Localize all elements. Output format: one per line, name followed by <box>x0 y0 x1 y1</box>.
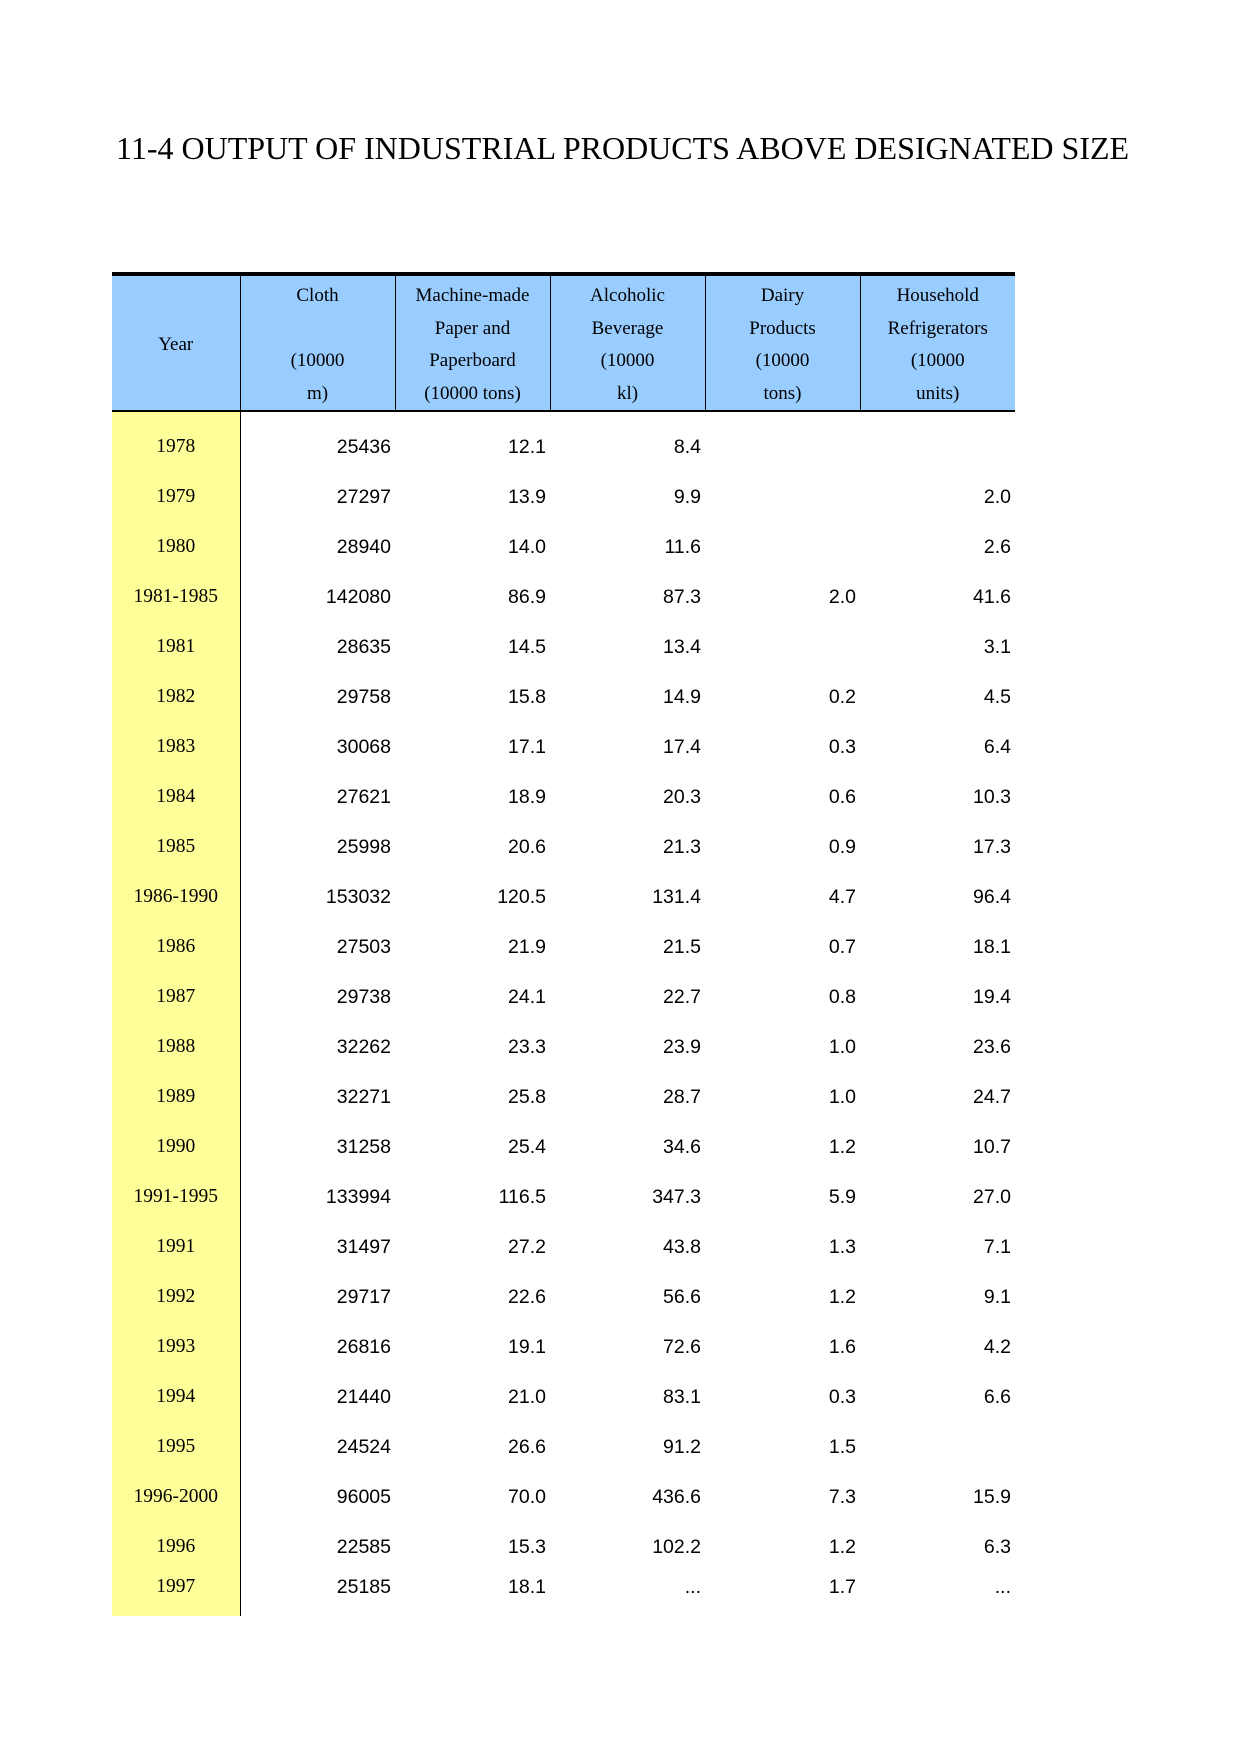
paper-cell: 19.1 <box>508 1335 546 1358</box>
alcohol-cell: 91.2 <box>663 1435 701 1458</box>
fridge-cell: 17.3 <box>973 835 1011 858</box>
year-cell: 1981-1985 <box>112 572 240 622</box>
table-row <box>112 622 1015 672</box>
year-cell: 1985 <box>112 822 240 872</box>
alcohol-cell: 34.6 <box>663 1135 701 1158</box>
alcohol-cell: 43.8 <box>663 1235 701 1258</box>
spacer-cell <box>860 411 1015 422</box>
dairy-cell: 0.3 <box>828 1385 856 1408</box>
alcohol-cell: 11.6 <box>664 535 701 558</box>
table-row <box>112 1222 1015 1272</box>
cloth-cell: 31497 <box>336 1235 391 1258</box>
year-cell: 1982 <box>112 672 240 722</box>
table-row <box>112 822 1015 872</box>
alcohol-cell: 21.3 <box>663 835 701 858</box>
year-cell: 1991-1995 <box>112 1172 240 1222</box>
cloth-cell: 22585 <box>336 1535 391 1558</box>
dairy-cell: 1.2 <box>828 1285 856 1308</box>
spacer-cell <box>705 411 860 422</box>
cloth-cell: 25185 <box>336 1576 391 1598</box>
alcohol-cell: 13.4 <box>663 635 701 658</box>
fridge-cell: 9.1 <box>983 1285 1011 1308</box>
fridge-cell: 10.3 <box>973 785 1011 808</box>
paper-cell: 116.5 <box>498 1185 546 1208</box>
table-row <box>112 572 1015 622</box>
cloth-cell: 153032 <box>325 885 391 908</box>
data-table-container <box>112 272 1015 1616</box>
dairy-cell: 0.6 <box>828 785 856 808</box>
alcohol-cell: 9.9 <box>673 485 701 508</box>
table-body <box>112 411 1015 1616</box>
cloth-cell: 21440 <box>336 1385 391 1408</box>
table-row <box>112 772 1015 822</box>
paper-cell: 15.3 <box>508 1535 546 1558</box>
year-cell: 1986-1990 <box>112 872 240 922</box>
alcohol-cell: 83.1 <box>663 1385 701 1408</box>
year-cell: 1983 <box>112 722 240 772</box>
table-row <box>112 1172 1015 1222</box>
spacer-cell <box>395 411 550 422</box>
fridge-cell: 15.9 <box>973 1485 1011 1508</box>
spacer-cell <box>550 411 705 422</box>
year-cell: 1988 <box>112 1022 240 1072</box>
table-row <box>112 972 1015 1022</box>
table-row <box>112 872 1015 922</box>
paper-cell: 21.9 <box>508 935 546 958</box>
cloth-cell: 26816 <box>336 1335 391 1358</box>
paper-cell: 15.8 <box>508 685 546 708</box>
column-header-cloth: Cloth (10000 m) <box>240 274 395 411</box>
year-cell: 1978 <box>112 422 240 472</box>
dairy-cell <box>705 522 860 572</box>
table-row <box>112 422 1015 472</box>
spacer-cell <box>240 411 395 422</box>
fridge-cell <box>860 1422 1015 1472</box>
alcohol-cell: 22.7 <box>663 985 701 1008</box>
paper-cell: 21.0 <box>508 1385 546 1408</box>
dairy-cell: 0.8 <box>828 985 856 1008</box>
cloth-cell: 27297 <box>336 485 391 508</box>
dairy-cell: 1.3 <box>828 1235 856 1258</box>
paper-cell: 86.9 <box>508 585 546 608</box>
alcohol-cell: ... <box>684 1576 701 1598</box>
fridge-cell: 27.0 <box>973 1185 1011 1208</box>
paper-cell: 13.9 <box>508 485 546 508</box>
alcohol-cell: 436.6 <box>652 1485 701 1508</box>
year-cell: 1986 <box>112 922 240 972</box>
table-row <box>112 672 1015 722</box>
output-table <box>112 272 1015 1616</box>
paper-cell: 17.1 <box>508 735 546 758</box>
table-row <box>112 722 1015 772</box>
fridge-cell: 4.2 <box>983 1335 1011 1358</box>
table-row <box>112 1272 1015 1322</box>
cloth-cell: 142080 <box>325 585 391 608</box>
paper-cell: 24.1 <box>508 985 546 1008</box>
paper-cell: 26.6 <box>508 1435 546 1458</box>
fridge-cell: 3.1 <box>983 635 1011 658</box>
cloth-cell: 96005 <box>336 1485 391 1508</box>
dairy-cell: 0.7 <box>828 935 856 958</box>
fridge-cell: 7.1 <box>983 1235 1011 1258</box>
dairy-cell: 7.3 <box>828 1485 856 1508</box>
page-title: 11-4 OUTPUT OF INDUSTRIAL PRODUCTS ABOVE DESIGNATED SIZE <box>116 130 1130 166</box>
year-cell: 1996 <box>112 1522 240 1572</box>
cloth-cell: 29758 <box>336 685 391 708</box>
column-header-year: Year <box>112 274 240 411</box>
alcohol-cell: 23.9 <box>663 1035 701 1058</box>
alcohol-cell: 28.7 <box>663 1085 701 1108</box>
table-row <box>112 1122 1015 1172</box>
fridge-cell: ... <box>994 1576 1011 1598</box>
fridge-cell: 18.1 <box>973 935 1011 958</box>
dairy-cell: 0.2 <box>828 685 856 708</box>
year-cell: 1997 <box>112 1572 240 1616</box>
paper-cell: 20.6 <box>508 835 546 858</box>
dairy-cell: 4.7 <box>828 885 856 908</box>
alcohol-cell: 17.4 <box>663 735 701 758</box>
fridge-cell: 41.6 <box>973 585 1011 608</box>
cloth-cell: 32262 <box>336 1035 391 1058</box>
year-cell: 1987 <box>112 972 240 1022</box>
fridge-cell: 6.3 <box>983 1535 1011 1558</box>
alcohol-cell: 21.5 <box>663 935 701 958</box>
alcohol-cell: 102.2 <box>652 1535 701 1558</box>
fridge-cell: 6.6 <box>983 1385 1011 1408</box>
cloth-cell: 29717 <box>336 1285 391 1308</box>
dairy-cell: 0.9 <box>828 835 856 858</box>
table-row <box>112 1322 1015 1372</box>
dairy-cell: 1.0 <box>828 1085 856 1108</box>
table-row <box>112 472 1015 522</box>
dairy-cell: 5.9 <box>828 1185 856 1208</box>
year-cell: 1994 <box>112 1372 240 1422</box>
fridge-cell: 2.0 <box>983 485 1011 508</box>
table-row <box>112 1072 1015 1122</box>
dairy-cell: 1.0 <box>828 1035 856 1058</box>
table-row <box>112 1472 1015 1522</box>
table-row <box>112 1572 1015 1616</box>
paper-cell: 27.2 <box>508 1235 546 1258</box>
dairy-cell: 1.6 <box>828 1335 856 1358</box>
alcohol-cell: 56.6 <box>663 1285 701 1308</box>
year-cell: 1980 <box>112 522 240 572</box>
alcohol-cell: 72.6 <box>663 1335 701 1358</box>
dairy-cell: 0.3 <box>828 735 856 758</box>
cloth-cell: 28635 <box>336 635 391 658</box>
paper-cell: 23.3 <box>508 1035 546 1058</box>
table-row <box>112 922 1015 972</box>
paper-cell: 120.5 <box>497 885 546 908</box>
cloth-cell: 25436 <box>336 435 391 458</box>
year-cell: 1981 <box>112 622 240 672</box>
table-row <box>112 522 1015 572</box>
cloth-cell: 31258 <box>336 1135 391 1158</box>
column-header-fridge: Household Refrigerators (10000 units) <box>860 274 1015 411</box>
year-cell: 1996-2000 <box>112 1472 240 1522</box>
paper-cell: 25.8 <box>508 1085 546 1108</box>
column-header-dairy: Dairy Products (10000 tons) <box>705 274 860 411</box>
year-cell: 1993 <box>112 1322 240 1372</box>
table-row <box>112 1022 1015 1072</box>
cloth-cell: 25998 <box>336 835 391 858</box>
year-cell: 1979 <box>112 472 240 522</box>
header-row <box>112 274 1015 411</box>
paper-cell: 12.1 <box>508 435 546 458</box>
dairy-cell: 1.2 <box>828 1135 856 1158</box>
paper-cell: 14.0 <box>508 535 546 558</box>
alcohol-cell: 20.3 <box>663 785 701 808</box>
fridge-cell: 19.4 <box>973 985 1011 1008</box>
column-header-paper: Machine-made Paper and Paperboard (10000 tons) <box>395 274 550 411</box>
cloth-cell: 29738 <box>336 985 391 1008</box>
fridge-cell: 2.6 <box>983 535 1011 558</box>
year-cell: 1995 <box>112 1422 240 1472</box>
alcohol-cell: 347.3 <box>652 1185 701 1208</box>
fridge-cell: 23.6 <box>973 1035 1011 1058</box>
spacer-row <box>112 411 1015 422</box>
year-cell: 1990 <box>112 1122 240 1172</box>
cloth-cell: 30068 <box>336 735 391 758</box>
fridge-cell: 10.7 <box>973 1135 1011 1158</box>
fridge-cell: 6.4 <box>983 735 1011 758</box>
year-cell: 1989 <box>112 1072 240 1122</box>
table-row <box>112 1522 1015 1572</box>
cloth-cell: 28940 <box>336 535 391 558</box>
dairy-cell <box>705 622 860 672</box>
dairy-cell: 1.5 <box>828 1435 856 1458</box>
alcohol-cell: 131.4 <box>652 885 701 908</box>
dairy-cell: 1.7 <box>828 1576 856 1598</box>
dairy-cell <box>705 472 860 522</box>
paper-cell: 18.9 <box>508 785 546 808</box>
alcohol-cell: 14.9 <box>663 685 701 708</box>
year-cell: 1991 <box>112 1222 240 1272</box>
dairy-cell: 1.2 <box>828 1535 856 1558</box>
cloth-cell: 32271 <box>336 1085 391 1108</box>
year-cell: 1984 <box>112 772 240 822</box>
alcohol-cell: 87.3 <box>663 585 701 608</box>
fridge-cell <box>860 422 1015 472</box>
paper-cell: 25.4 <box>508 1135 546 1158</box>
cloth-cell: 27503 <box>336 935 391 958</box>
table-row <box>112 1372 1015 1422</box>
paper-cell: 14.5 <box>508 635 546 658</box>
column-header-alcohol: Alcoholic Beverage (10000 kl) <box>550 274 705 411</box>
cloth-cell: 24524 <box>336 1435 391 1458</box>
dairy-cell: 2.0 <box>828 585 856 608</box>
paper-cell: 70.0 <box>508 1485 546 1508</box>
alcohol-cell: 8.4 <box>673 435 701 458</box>
fridge-cell: 96.4 <box>973 885 1011 908</box>
cloth-cell: 133994 <box>325 1185 391 1208</box>
table-row <box>112 1422 1015 1472</box>
year-cell: 1992 <box>112 1272 240 1322</box>
fridge-cell: 24.7 <box>973 1085 1011 1108</box>
paper-cell: 22.6 <box>508 1285 546 1308</box>
dairy-cell <box>705 422 860 472</box>
year-cell-spacer <box>112 411 240 422</box>
cloth-cell: 27621 <box>336 785 391 808</box>
fridge-cell: 4.5 <box>983 685 1011 708</box>
paper-cell: 18.1 <box>508 1576 546 1598</box>
